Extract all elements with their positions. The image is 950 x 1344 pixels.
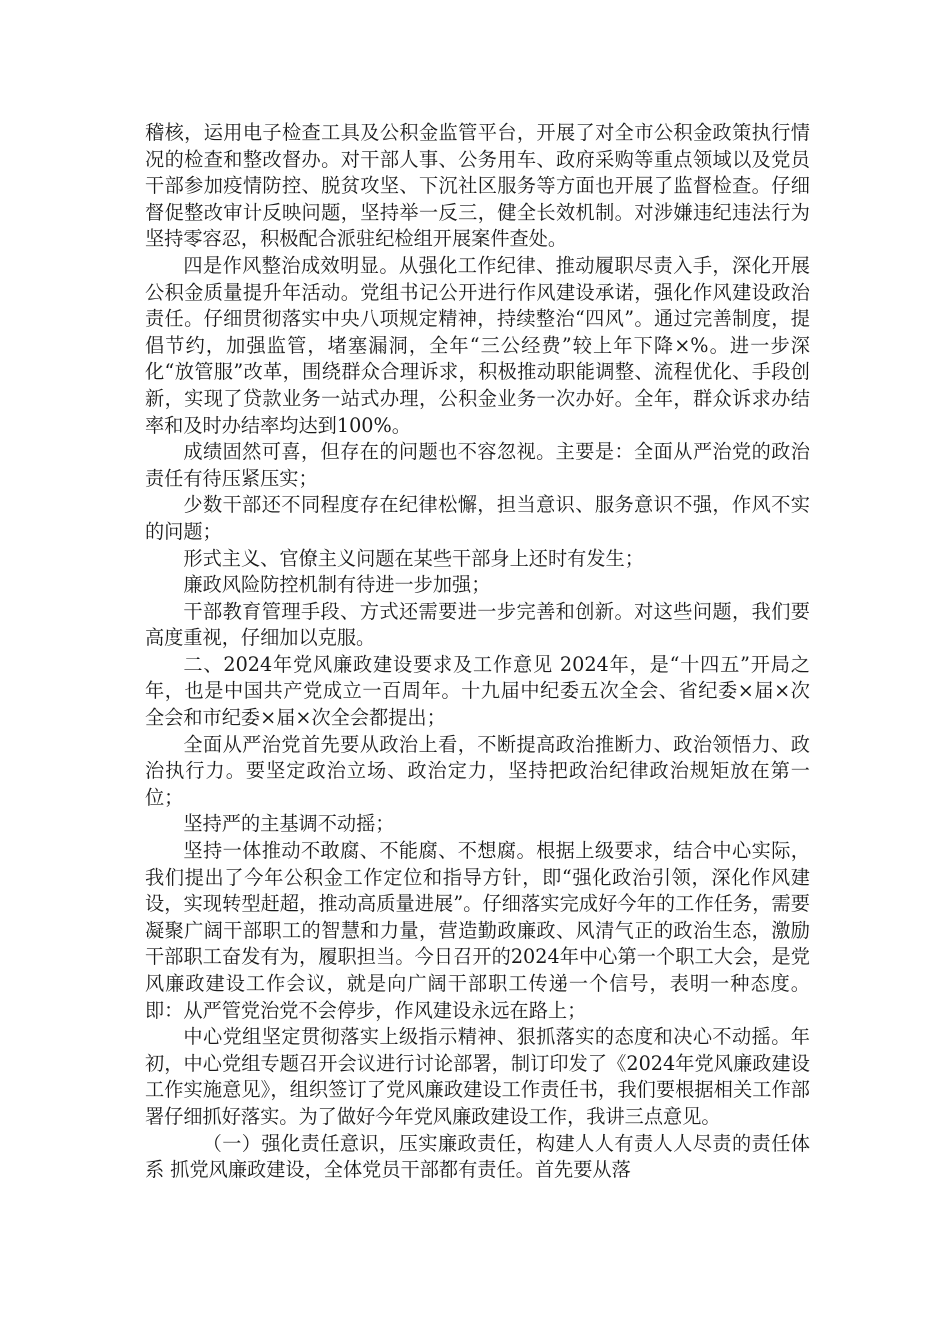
paragraph-12: 中心党组坚定贯彻落实上级指示精神、狠抓落实的态度和决心不动摇。年初，中心党组专题召开会议进行讨论部署，制订印发了《2024年党风廉政建设工作实施意见》，组织签订了党风廉政建设工作责任书，我们要根据相关工作部署仔细抓好落实。为了做好今年党风廉政建设工作，我讲三点意见。 (145, 1025, 810, 1128)
paragraph-5: 形式主义、官僚主义问题在某些干部身上还时有发生； (183, 546, 644, 570)
paragraph-13: （一）强化责任意识，压实廉政责任，构建人人有责人人尽责的责任体系 抓党风廉政建设，全体党员干部都有责任。首先要从落 (145, 1131, 810, 1182)
document-body (145, 120, 810, 1184)
paragraph-4: 少数干部还不同程度存在纪律松懈，担当意识、服务意识不强，作风不实的问题； (145, 493, 810, 543)
paragraph-3: 成绩固然可喜，但存在的问题也不容忽视。主要是：全面从严治党的政治责任有待压紧压实； (145, 440, 810, 490)
paragraph-1: 稽核，运用电子检查工具及公积金监管平台，开展了对全市公积金政策执行情况的检查和整改督办。对干部人事、公务用车、政府采购等重点领域以及党员干部参加疫情防控、脱贫攻坚、下沉社区服务等方面也开展了监督检查。仔细督促整改审计反映问题，坚持举一反三，健全长效机制。对涉嫌违纪违法行为坚持零容忍，积极配合派驻纪检组开展案件查处。 (145, 121, 810, 251)
paragraph-6: 廉政风险防控机制有待进一步加强； (183, 573, 491, 597)
paragraph-11: 坚持一体推动不敢腐、不能腐、不想腐。根据上级要求，结合中心实际，我们提出了今年公积金工作定位和指导方针，即“强化政治引领，深化作风建设，实现转型赶超，推动高质量进展”。仔细落实完成好今年的工作任务，需要凝聚广阔干部职工的智慧和力量，营造勤政廉政、风清气正的政治生态，激励干部职工奋发有为，履职担当。今日召开的2024年中心第一个职工大会，是党风廉政建设工作会议，就是向广阔干部职工传递一个信号，表明一种态度。即：从严管党治党不会停步，作风建设永远在路上； (145, 839, 810, 1022)
paragraph-2: 四是作风整治成效明显。从强化工作纪律、推动履职尽责入手，深化开展公积金质量提升年活动。党组书记公开进行作风建设承诺，强化作风建设政治责任。仔细贯彻落实中央八项规定精神，持续整治“四风”。通过完善制度，提倡节约，加强监管，堵塞漏洞，全年“三公经费”较上年下降×%。进一步深化“放管服”改革，围绕群众合理诉求，积极推动职能调整、流程优化、手段创新，实现了贷款业务一站式办理，公积金业务一次办好。全年，群众诉求办结率和及时办结率均达到100%。 (145, 253, 810, 437)
paragraph-7: 干部教育管理手段、方式还需要进一步完善和创新。对这些问题，我们要高度重视，仔细加以克服。 (145, 599, 810, 650)
paragraph-8: 二、2024年党风廉政建设要求及工作意见 2024年，是“十四五”开局之年，也是中国共产党成立一百周年。十九届中纪委五次全会、省纪委×届×次全会和市纪委×届×次全会都提出； (145, 652, 810, 730)
paragraph-9: 全面从严治党首先要从政治上看，不断提高政治推断力、政治领悟力、政治执行力。要坚定政治立场、政治定力，坚持把政治纪律政治规矩放在第一位； (145, 732, 810, 809)
paragraph-10: 坚持严的主基调不动摇； (183, 812, 395, 836)
